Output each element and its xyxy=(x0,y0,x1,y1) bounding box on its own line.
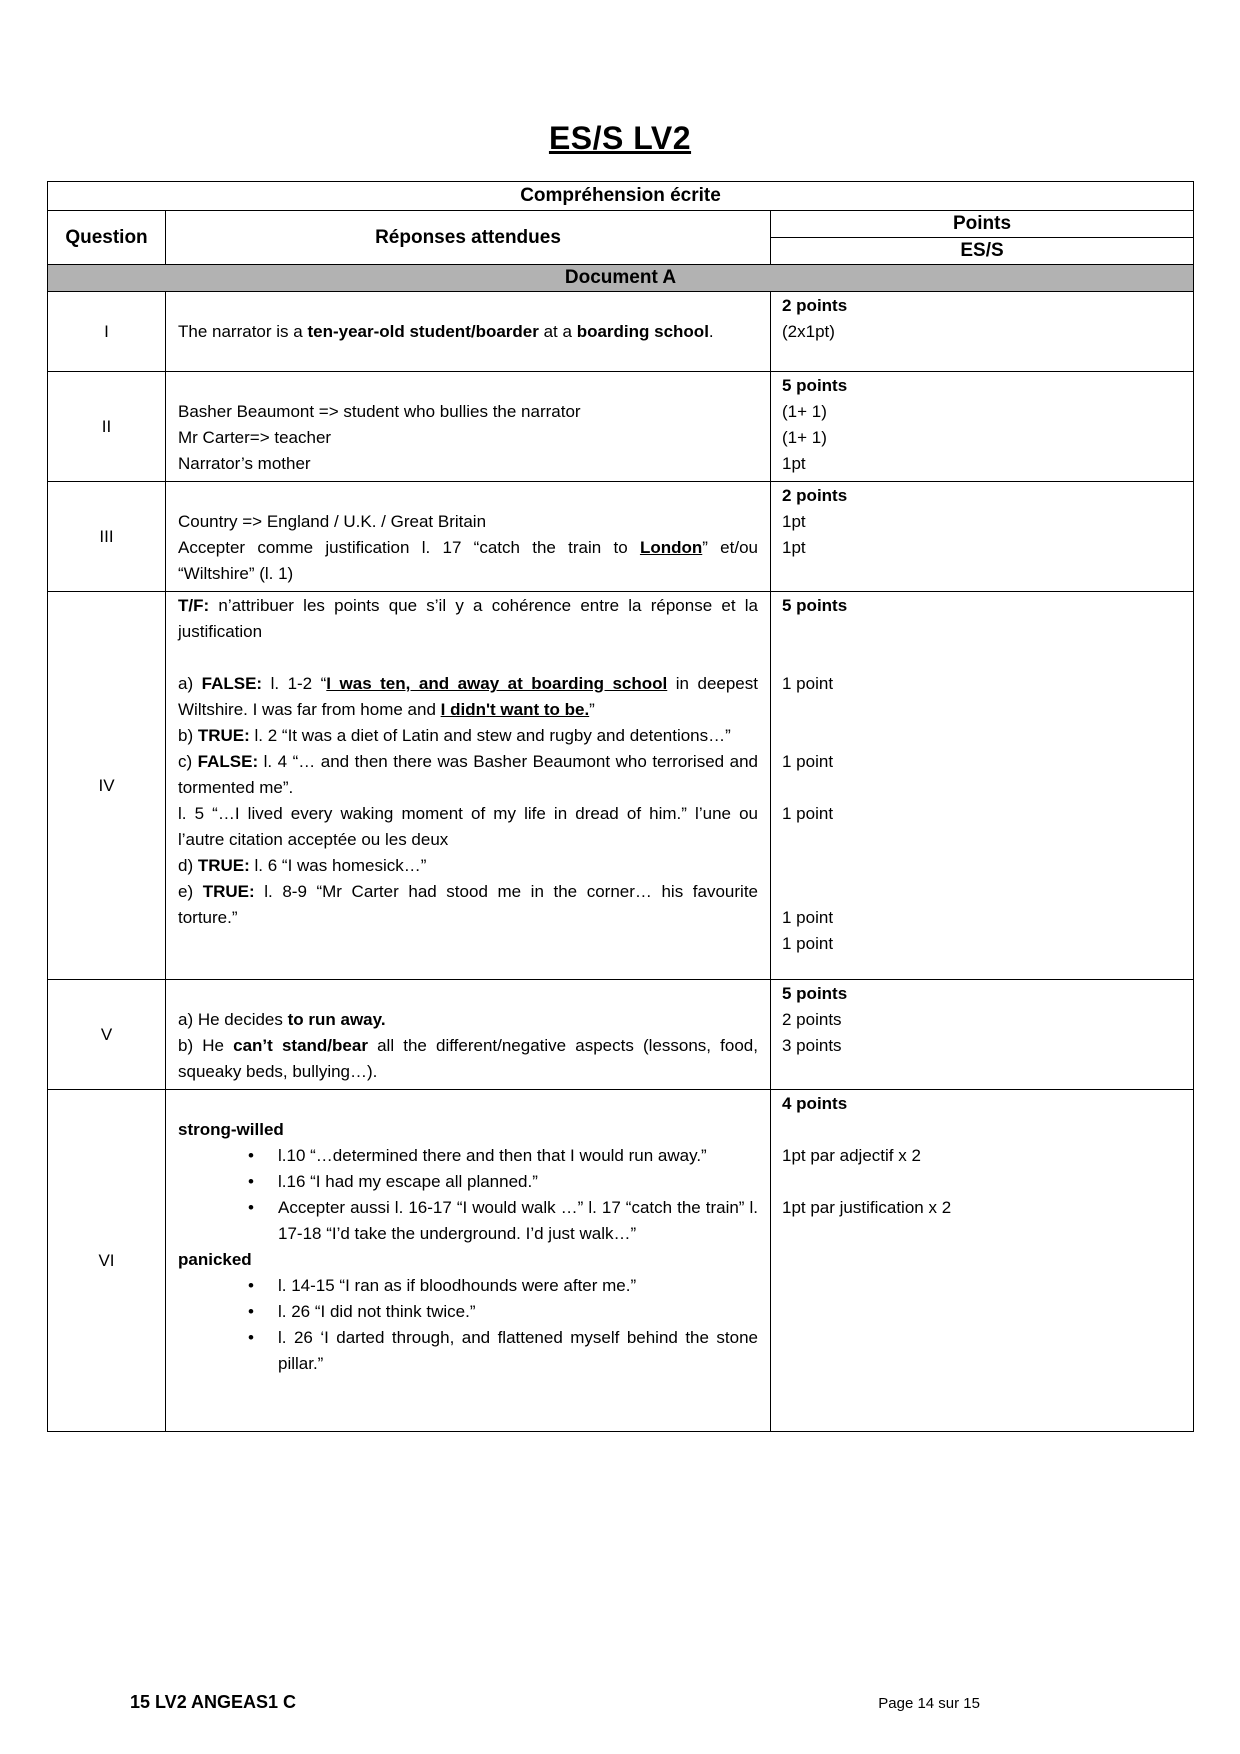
text-run: 1pt xyxy=(782,538,806,557)
text-line xyxy=(782,1143,1183,1169)
points-cell xyxy=(771,482,1194,592)
table-row xyxy=(48,980,1194,1090)
text-run: l. 6 “I was homesick…” xyxy=(249,856,427,875)
text-line xyxy=(782,1195,1183,1221)
answer-cell xyxy=(166,292,771,372)
blank-line xyxy=(782,879,1183,905)
text-run: 1 point xyxy=(782,674,834,693)
text-line xyxy=(782,319,1183,345)
text-run: d) xyxy=(178,856,198,875)
text-run: 2 points xyxy=(782,296,848,315)
text-line xyxy=(782,535,1183,561)
text-line xyxy=(178,425,758,451)
text-run: b) xyxy=(178,726,198,745)
text-run: T/F: xyxy=(178,596,210,615)
text-line xyxy=(178,879,758,931)
blank-line xyxy=(782,723,1183,749)
points-cell xyxy=(771,1090,1194,1432)
text-line xyxy=(178,509,758,535)
text-line xyxy=(178,319,758,345)
points-cell xyxy=(771,980,1194,1090)
text-run: 2 points xyxy=(782,486,848,505)
text-run: ten-year-old student/boarder xyxy=(307,322,539,341)
text-run: (1+ 1) xyxy=(782,402,827,421)
text-line xyxy=(782,981,1183,1007)
points-cell xyxy=(771,592,1194,980)
answer-cell xyxy=(166,980,771,1090)
text-line xyxy=(178,1247,758,1273)
answer-cell xyxy=(166,482,771,592)
answer-cell xyxy=(166,372,771,482)
text-run: I was ten, and away at boarding school xyxy=(326,674,668,693)
text-line xyxy=(178,1007,758,1033)
answer-cell xyxy=(166,1090,771,1432)
page-footer xyxy=(130,1692,980,1713)
bullet-line xyxy=(178,1195,758,1247)
question-number: III xyxy=(48,482,166,592)
text-run: 1 point xyxy=(782,934,834,953)
text-run: strong-willed xyxy=(178,1120,284,1139)
text-line xyxy=(782,373,1183,399)
text-line xyxy=(782,905,1183,931)
text-run: all the different/negative aspects (lessons, food, squeaky beds, bullying…). xyxy=(178,1036,758,1081)
text-run: at a xyxy=(538,322,577,341)
text-run: boarding school xyxy=(576,322,709,341)
blank-line xyxy=(782,619,1183,645)
text-line xyxy=(178,723,758,749)
text-run: 1pt par justification x 2 xyxy=(782,1198,952,1217)
text-run: l. 26 ‘I darted through, and flattened myself behind the stone pillar.” xyxy=(278,1328,758,1373)
bullet-line xyxy=(178,1273,758,1299)
text-run: to run away. xyxy=(287,1010,386,1029)
text-run: l. 14-15 “I ran as if bloodhounds were after me.” xyxy=(278,1276,637,1295)
text-line xyxy=(178,1033,758,1085)
blank-line xyxy=(782,853,1183,879)
text-line xyxy=(178,593,758,645)
text-run: 5 points xyxy=(782,596,848,615)
text-run: 5 points xyxy=(782,984,848,1003)
text-line xyxy=(178,749,758,801)
text-run: (1+ 1) xyxy=(782,428,827,447)
answer-key-table xyxy=(47,181,1194,1432)
text-run: Basher Beaumont => student who bullies the narrator xyxy=(178,402,581,421)
text-line xyxy=(178,535,758,587)
text-line xyxy=(782,801,1183,827)
col-header-points-cell xyxy=(771,211,1194,265)
text-run: The narrator is a xyxy=(178,322,308,341)
text-line xyxy=(782,483,1183,509)
blank-line xyxy=(178,981,758,1007)
blank-line xyxy=(782,697,1183,723)
text-run: TRUE: xyxy=(197,856,250,875)
text-run: l.10 “…determined there and then that I would run away.” xyxy=(278,1146,707,1165)
text-line xyxy=(782,293,1183,319)
text-run: l. 4 “… and then there was Basher Beaumont who terrorised and tormented me”. xyxy=(178,752,758,797)
text-line xyxy=(782,671,1183,697)
text-run: a) He decides xyxy=(178,1010,288,1029)
table-title-row xyxy=(48,182,1194,211)
text-run: 1 point xyxy=(782,752,834,771)
table-header: Compréhension écrite xyxy=(48,182,1194,211)
points-cell xyxy=(771,292,1194,372)
text-run: 3 points xyxy=(782,1036,842,1055)
bullet-line xyxy=(178,1169,758,1195)
table-row xyxy=(48,1090,1194,1432)
text-line xyxy=(178,451,758,477)
col-header-points-sub: ES/S xyxy=(960,240,1004,261)
text-run: l.16 “I had my escape all planned.” xyxy=(278,1172,538,1191)
question-number: V xyxy=(48,980,166,1090)
text-run: Accepter aussi l. 16-17 “I would walk …” l. 17 “catch the train” l. 17-18 “I’d take the underground. I’d just walk…” xyxy=(278,1198,758,1243)
text-run: 1pt par adjectif x 2 xyxy=(782,1146,921,1165)
blank-line xyxy=(782,1169,1183,1195)
question-number: I xyxy=(48,292,166,372)
text-run: 5 points xyxy=(782,376,848,395)
blank-line xyxy=(782,1117,1183,1143)
text-run: Mr Carter=> teacher xyxy=(178,428,332,447)
text-run: a) xyxy=(178,674,202,693)
text-run: l. 26 “I did not think twice.” xyxy=(278,1302,476,1321)
text-run: b) He xyxy=(178,1036,234,1055)
text-run: Narrator’s mother xyxy=(178,454,311,473)
text-run: l. 8-9 “Mr Carter had stood me in the corner… his favourite torture.” xyxy=(178,882,758,927)
text-run: c) xyxy=(178,752,198,771)
text-run: can’t stand/bear xyxy=(233,1036,368,1055)
blank-line xyxy=(782,775,1183,801)
question-number: VI xyxy=(48,1090,166,1432)
text-line xyxy=(782,1033,1183,1059)
text-line xyxy=(782,1091,1183,1117)
text-run: 1 point xyxy=(782,804,834,823)
text-line xyxy=(782,1007,1183,1033)
section-header-row xyxy=(48,265,1194,292)
text-line xyxy=(178,1117,758,1143)
answer-cell xyxy=(166,592,771,980)
bullet-line xyxy=(178,1143,758,1169)
text-run: ” xyxy=(589,700,595,719)
blank-line xyxy=(178,1091,758,1117)
text-line xyxy=(782,931,1183,957)
text-run: l. 2 “It was a diet of Latin and stew and rugby and detentions…” xyxy=(249,726,731,745)
text-run: 2 points xyxy=(782,1010,842,1029)
col-header-answers: Réponses attendues xyxy=(166,211,771,265)
blank-line xyxy=(178,645,758,671)
text-line xyxy=(782,399,1183,425)
text-run: e) xyxy=(178,882,203,901)
text-run: panicked xyxy=(178,1250,252,1269)
col-header-points: Points xyxy=(771,211,1193,238)
text-run: ” et/ou “Wiltshire” (l. 1) xyxy=(178,538,758,583)
table-row xyxy=(48,592,1194,980)
text-run: n’attribuer les points que s’il y a cohérence entre la réponse et la justification xyxy=(178,596,758,641)
question-number: IV xyxy=(48,592,166,980)
text-run: FALSE: xyxy=(201,674,263,693)
table-row xyxy=(48,482,1194,592)
points-cell xyxy=(771,372,1194,482)
text-run: TRUE: xyxy=(197,726,250,745)
text-line xyxy=(782,451,1183,477)
text-run: . xyxy=(708,322,714,341)
text-line xyxy=(782,509,1183,535)
bullet-line xyxy=(178,1299,758,1325)
col-header-question: Question xyxy=(48,211,166,265)
text-run: Accepter comme justification l. 17 “catch the train to xyxy=(178,538,640,557)
text-line xyxy=(178,853,758,879)
footer-page-number: Page 14 sur 15 xyxy=(878,1695,980,1712)
text-line xyxy=(782,593,1183,619)
text-run: 1pt xyxy=(782,454,806,473)
table-row xyxy=(48,372,1194,482)
text-run: 1pt xyxy=(782,512,806,531)
text-line xyxy=(178,399,758,425)
text-line xyxy=(178,671,758,723)
text-run: TRUE: xyxy=(202,882,255,901)
text-line xyxy=(178,801,758,853)
text-run: l. 1-2 “ xyxy=(262,674,327,693)
bullet-line xyxy=(178,1325,758,1377)
question-number: II xyxy=(48,372,166,482)
page-title: ES/S LV2 xyxy=(548,120,692,156)
column-header-row xyxy=(48,211,1194,265)
table-row xyxy=(48,292,1194,372)
text-run: Country => England / U.K. / Great Britain xyxy=(178,512,487,531)
text-run: in deepest Wiltshire. I was far from home and xyxy=(178,674,758,719)
blank-line xyxy=(782,645,1183,671)
blank-line xyxy=(178,373,758,399)
text-run: 1 point xyxy=(782,908,834,927)
text-line xyxy=(782,749,1183,775)
text-run: London xyxy=(639,538,703,557)
text-run: I didn't want to be. xyxy=(440,700,590,719)
text-run: FALSE: xyxy=(197,752,259,771)
section-header: Document A xyxy=(48,265,1194,292)
blank-line xyxy=(178,293,758,319)
text-line xyxy=(782,425,1183,451)
blank-line xyxy=(178,483,758,509)
text-run: l. 5 “…I lived every waking moment of my life in dread of him.” l’une ou l’autre citation acceptée ou les deux xyxy=(178,804,758,849)
text-run: 4 points xyxy=(782,1094,848,1113)
text-run: (2x1pt) xyxy=(782,322,835,341)
blank-line xyxy=(782,827,1183,853)
footer-code: 15 LV2 ANGEAS1 C xyxy=(130,1692,297,1712)
